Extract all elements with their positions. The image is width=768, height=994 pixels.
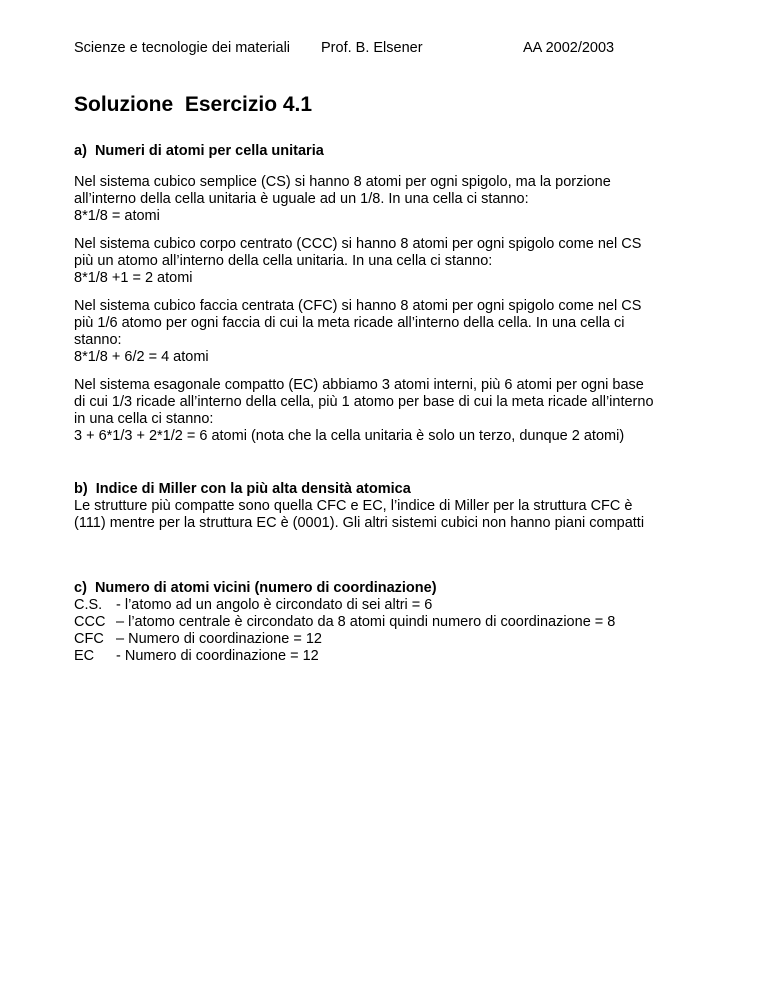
paragraph-line: 8*1/8 = atomi bbox=[74, 208, 160, 224]
coordination-text: – l’atomo centrale è circondato da 8 atomi quindi numero di coordinazione = 8 bbox=[116, 614, 616, 630]
page-title: Soluzione Esercizio 4.1 bbox=[74, 93, 313, 116]
coordination-row bbox=[74, 614, 615, 631]
paragraph-miller bbox=[74, 498, 714, 532]
paragraph-line: 3 + 6*1/3 + 2*1/2 = 6 atomi (nota che la cella unitaria è solo un terzo, dunque 2 atomi) bbox=[74, 428, 625, 444]
coordination-list bbox=[74, 597, 615, 665]
coordination-row bbox=[74, 597, 615, 614]
paragraph-line: Nel sistema esagonale compatto (EC) abbiamo 3 atomi interni, più 6 atomi per ogni base bbox=[74, 377, 644, 393]
coordination-label: C.S. bbox=[74, 597, 103, 613]
section-b-heading: b) Indice di Miller con la più alta densità atomica bbox=[74, 481, 411, 497]
paragraph-ccc bbox=[74, 236, 714, 287]
coordination-text: – Numero di coordinazione = 12 bbox=[116, 631, 322, 647]
coordination-label: CCC bbox=[74, 614, 106, 630]
header-academic-year: AA 2002/2003 bbox=[523, 40, 615, 56]
coordination-label: EC bbox=[74, 648, 95, 664]
paragraph-cs bbox=[74, 174, 714, 225]
coordination-text: - Numero di coordinazione = 12 bbox=[116, 648, 319, 664]
paragraph-line: Nel sistema cubico corpo centrato (CCC) si hanno 8 atomi per ogni spigolo come nel CS bbox=[74, 236, 642, 252]
paragraph-line: stanno: bbox=[74, 332, 122, 348]
header-professor: Prof. B. Elsener bbox=[321, 40, 423, 56]
paragraph-line: Le strutture più compatte sono quella CFC e EC, l’indice di Miller per la struttura CFC è bbox=[74, 498, 633, 514]
coordination-row bbox=[74, 631, 615, 648]
paragraph-line: più 1/6 atomo per ogni faccia di cui la meta ricade all’interno della cella. In una cella ci bbox=[74, 315, 625, 331]
coordination-label: CFC bbox=[74, 631, 104, 647]
paragraph-line: all’interno della cella unitaria è uguale ad un 1/8. In una cella ci stanno: bbox=[74, 191, 529, 207]
coordination-row bbox=[74, 648, 615, 665]
paragraph-line: (111) mentre per la struttura EC è (0001). Gli altri sistemi cubici non hanno piani compatti bbox=[74, 515, 645, 531]
paragraph-line: 8*1/8 + 6/2 = 4 atomi bbox=[74, 349, 209, 365]
paragraph-line: più un atomo all’interno della cella unitaria. In una cella ci stanno: bbox=[74, 253, 493, 269]
paragraph-line: in una cella ci stanno: bbox=[74, 411, 214, 427]
paragraph-line: 8*1/8 +1 = 2 atomi bbox=[74, 270, 193, 286]
coordination-text: - l’atomo ad un angolo è circondato di sei altri = 6 bbox=[116, 597, 433, 613]
paragraph-cfc bbox=[74, 298, 714, 366]
section-c-heading: c) Numero di atomi vicini (numero di coordinazione) bbox=[74, 580, 437, 596]
paragraph-line: Nel sistema cubico faccia centrata (CFC) si hanno 8 atomi per ogni spigolo come nel CS bbox=[74, 298, 642, 314]
header-course: Scienze e tecnologie dei materiali bbox=[74, 40, 291, 56]
paragraph-line: Nel sistema cubico semplice (CS) si hanno 8 atomi per ogni spigolo, ma la porzione bbox=[74, 174, 611, 190]
page-header bbox=[74, 40, 728, 58]
paragraph-ec bbox=[74, 377, 714, 445]
paragraph-line: di cui 1/3 ricade all’interno della cella, più 1 atomo per base di cui la meta ricade all’interno bbox=[74, 394, 654, 410]
section-a-heading: a) Numeri di atomi per cella unitaria bbox=[74, 143, 324, 159]
